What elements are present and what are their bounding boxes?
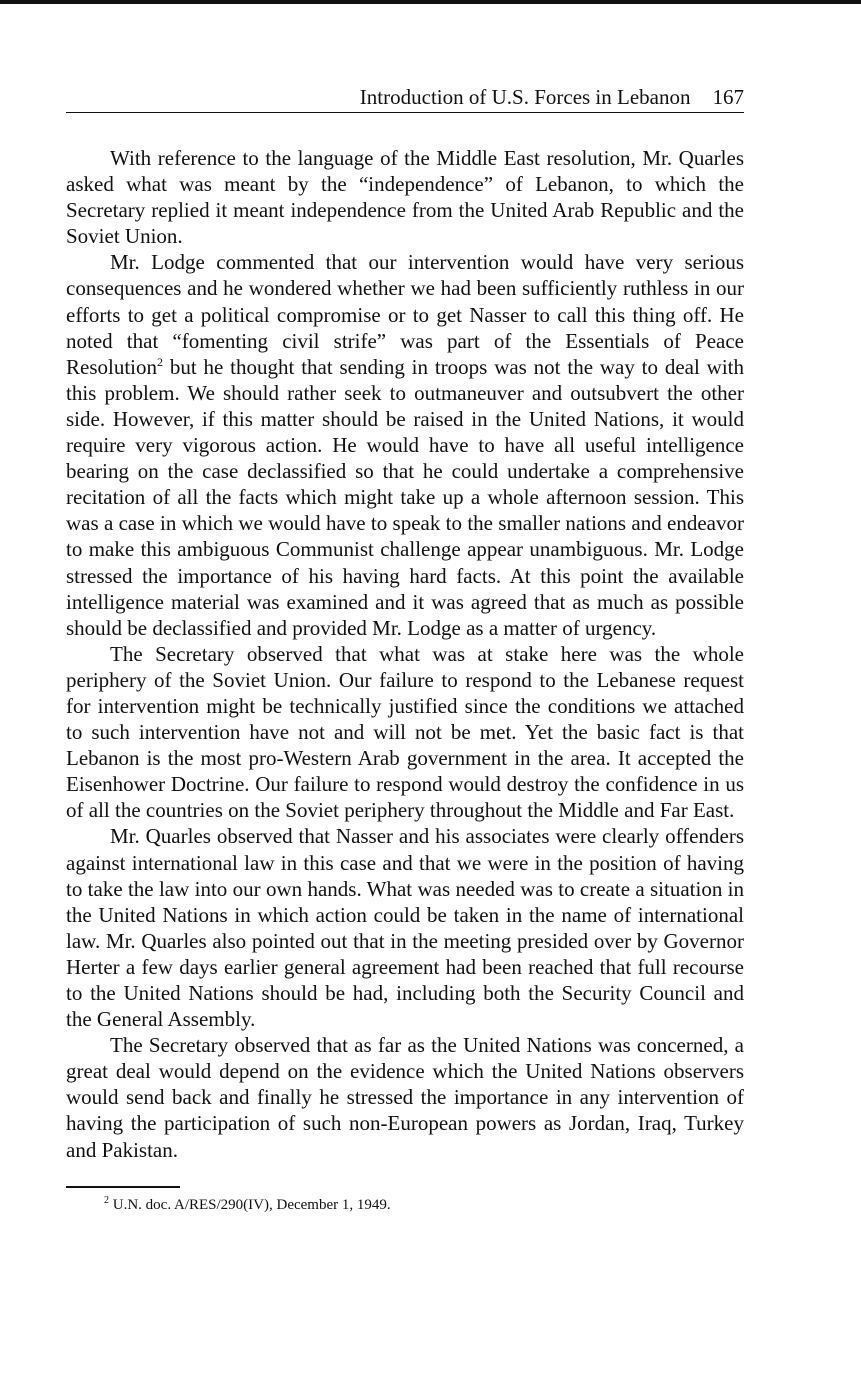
header-title: Introduction of U.S. Forces in Lebanon [359, 85, 691, 109]
paragraph-text: With reference to the language of the Middle East resolution, Mr. Quarles asked what was meant by the “independence” of Lebanon, to which the Secretary replied it meant independence from the United Arab Republic and the Soviet Union. [66, 146, 744, 249]
paragraph-text: Mr. Quarles observed that Nasser and his associates were clearly offenders against international law in this case and that we were in the position of having to take the law into our own hands. What was needed was to create a situation in the United Nations in which action could be taken in the name of international law. Mr. Quarles also pointed out that in the meeting presided over by Governor Herter a few days earlier general agreement had been reached that full recourse to the United Nations should be had, including both the Security Council and the General Assembly. [66, 824, 744, 1032]
page-number: 167 [712, 85, 744, 109]
paragraph-text: The Secretary observed that as far as the United Nations was concerned, a great deal would depend on the evidence which the United Nations observers would send back and finally he stressed the importance in any intervention of having the participation of such non-European powers as Jordan, Iraq, Turkey and Pakistan. [66, 1033, 744, 1162]
paragraph [66, 145, 744, 249]
paragraph-text: but he thought that sending in troops was not the way to deal with this problem. We should rather seek to outmaneuver and outsubvert the other side. However, if this matter should be raised in the United Nations, it would require very vigorous action. He would have to have all useful intelligence bearing on the case declassified so that he could undertake a comprehensive recitation of all the facts which might take up a whole afternoon session. This was a case in which we would have to speak to the smaller nations and endeavor to make this ambiguous Communist challenge appear unambiguous. Mr. Lodge stressed the importance of his having hard facts. At this point the available intelligence material was examined and it was agreed that as much as possible should be declassified and provided Mr. Lodge as a matter of urgency. [66, 354, 744, 640]
paragraph-text: Mr. Lodge commented that our intervention would have very serious consequences and he wondered whether we had been sufficiently ruthless in our efforts to get a political compromise or to get Nasser to call this thing off. He noted that “fomenting civil strife” was part of the Essentials of Peace Resolution [66, 250, 744, 379]
footnote-marker: 2 [104, 1194, 109, 1206]
scan-top-edge [0, 0, 861, 4]
footnote-divider [66, 1186, 180, 1188]
paragraph [66, 823, 744, 1032]
footnote-reference: 2 [157, 354, 164, 369]
paragraph-text: The Secretary observed that what was at stake here was the whole periphery of the Soviet Union. Our failure to respond to the Lebanese request for intervention might be technically justified since the conditions we attached to such intervention have not and will not be met. Yet the basic fact is that Lebanon is the most pro-Western Arab government in the area. It accepted the Eisenhower Doctrine. Our failure to respond would destroy the confidence in us of all the countries on the Soviet periphery throughout the Middle and Far East. [66, 641, 744, 823]
paragraph [66, 641, 744, 824]
footnote [66, 1194, 744, 1214]
footnote-text: U.N. doc. A/RES/290(IV), December 1, 1949. [112, 1196, 391, 1213]
document-page [66, 82, 744, 1214]
paragraph [66, 1032, 744, 1162]
paragraph [66, 249, 744, 640]
body-text [66, 145, 744, 1163]
running-header [66, 82, 744, 113]
